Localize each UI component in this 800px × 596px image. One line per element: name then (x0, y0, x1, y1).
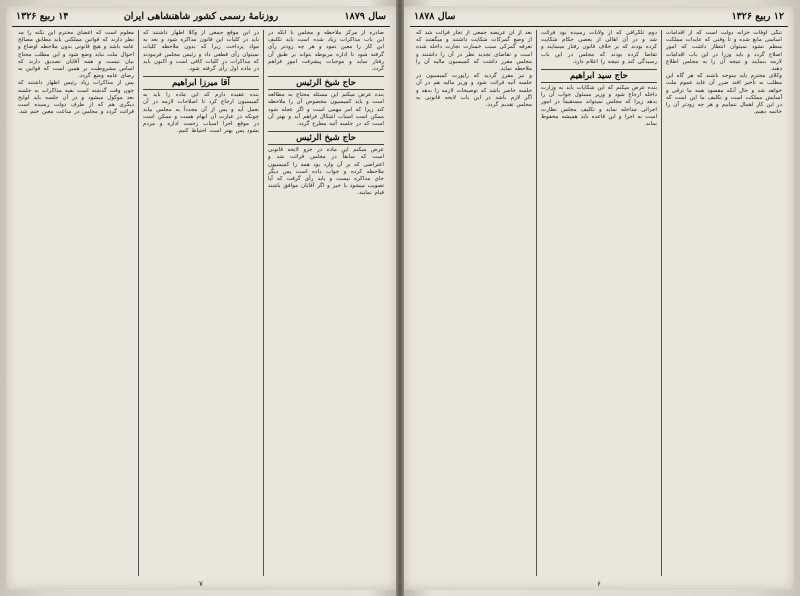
text-column (412, 30, 536, 576)
speaker-heading: حاج شیخ الرئیس (268, 131, 384, 145)
text-column (263, 30, 388, 576)
text-column (14, 30, 138, 576)
article-paragraph: صادره از مرکز ملاحظه و مجلس با آنکه در این باب مذاکرات زیاد شده است باید تکلیف این کار را معین نمود و هر چه زودتر رأی گرفته شود تا اداره مربوطه بتواند بر طبق آن رفتار نماید و موجبات پیشرفت امور فراهم گردد. (268, 30, 384, 73)
article-paragraph: تنگی اوقات خزانه دولت است که از اقدامات اساسی مانع شده و تا وقتی که عایدات مملکت منظم نشود نمیتوان انتظار داشت که امور اصلاح گردد و باید وزرا در این باب اقدامات لازمه بنمایند و نتیجه آن را به مجلس اطلاع دهند. (666, 30, 782, 73)
article-paragraph: دوم تلگرافی که از ولایات رسیده بود قرائت شد و در آن اهالی از بعضی حکام شکایت کرده بودند که بر خلاف قانون رفتار مینمایند و تقاضا کرده بودند که مجلس در این باب رسیدگی کند و نتیجه را اعلام دارد. (541, 30, 657, 65)
left-running-head-title: روزنامهٔ رسمی کشور شاهنشاهی ایران (123, 11, 279, 22)
left-page-columns (14, 30, 388, 576)
right-page-number: ۶ (597, 580, 601, 588)
right-running-head-date: ۱۲ ربیع ۱۳۲۶ (731, 11, 784, 22)
speaker-heading: حاج سید ابراهیم (541, 69, 657, 83)
article-paragraph: وکلای محترم باید متوجه باشند که هر گاه این مطلب به تأخیر افتد ضرر آن عاید عموم ملت خواهد شد و حال آنکه مقصود همه ما ترقی و آسایش مملکت است و تکلیف ما این است که در این کار اهمال ننماییم و هر چه زودتر آن را خاتمه دهیم. (666, 73, 782, 116)
speaker-heading: حاج شیخ الرئیس (268, 76, 384, 90)
book-gutter (396, 0, 404, 596)
article-paragraph: و نیز مقرر گردید که راپورت کمیسیون در جلسه آتیه قرائت شود و وزیر مالیه هم در آن جلسه حاضر باشد که توضیحات لازمه را بدهد و اگر لازم باشد در این باب لایحه قانونی به مجلس تقدیم گردد. (416, 73, 532, 109)
right-page-columns (412, 30, 786, 576)
text-column (661, 30, 786, 576)
article-paragraph: بنده عقیده دارم که این ماده را باید به کمیسیون ارجاع کرد تا اصلاحات لازمه در آن بعمل آید و پس از آن مجدداً به مجلس بیاید چونکه در عبارت آن ابهام هست و ممکن است در موقع اجرا اسباب زحمت اداره و مردم بشود پس بهتر است احتیاط کنیم. (143, 92, 259, 135)
speaker-heading: آقا میرزا ابراهیم (143, 76, 259, 90)
text-column (536, 30, 661, 576)
left-running-head-date: ۱۴ ربیع ۱۳۲۶ (16, 11, 69, 22)
left-page-number: ۷ (199, 580, 203, 588)
left-running-head (12, 10, 390, 27)
right-page (404, 6, 794, 590)
article-paragraph: بنده عرض میکنم این مسئله محتاج به مطالعه است و باید کمیسیون مخصوص آن را ملاحظه کند زیرا که امر مهمی است و اگر عجله شود ممکن است اسباب اشکال فراهم آید و بهتر آن است که در جلسه آتیه مطرح گردد. (268, 92, 384, 128)
article-paragraph: در این موقع جمعی از وکلا اظهار داشتند که باید در کلیات این قانون مذاکره شود و بعد به مواد پرداخت زیرا که بدون ملاحظه کلیات نمیتوان رأی قطعی داد و رئیس مجلس فرمودند که مذاکرات در کلیات کافی است و اکنون باید در ماده اول رأی گرفته شود. (143, 30, 259, 73)
article-paragraph: عرض میکنم این ماده در جزو لایحه قانونی است که سابقاً در مجلس قرائت شد و اعتراضی که بر آن وارد بود همه را کمیسیون ملاحظه کرده و جواب داده است پس دیگر جای مذاکره نیست و باید رأی گرفت که آیا تصویب میشود یا خیر و اگر آقایان موافق باشند قیام نمایند. (268, 147, 384, 197)
left-running-head-issue: سال ۱۸۷۹ (344, 11, 386, 22)
right-running-head (410, 10, 788, 27)
article-paragraph: پس از مذاکرات زیاد رئیس اظهار داشتند که چون وقت گذشته است بقیه مذاکرات به جلسه بعد موکول میشود و در آن جلسه باید لوایح دیگری هم که از طرف دولت رسیده است قرائت گردد و مجلس در ساعت معین ختم شد. (18, 80, 134, 116)
article-paragraph: معلوم است که اعضای محترم این نکته را مد نظر دارند که قوانین مملکتی باید مطابق مصالح عامه باشد و هیچ قانونی بدون ملاحظه اوضاع و احوال ملت نباید وضع شود و این مطلب محتاج بیان نیست و همه آقایان تصدیق دارند که اساس مشروطیت بر همین است که قوانین به رضای عامه وضع گردد. (18, 30, 134, 80)
left-page (6, 6, 396, 590)
text-column (138, 30, 263, 576)
article-paragraph: بعد از آن عریضه جمعی از تجار قرائت شد که از وضع گمرکات شکایت داشتند و میگفتند که تعرفه گمرکی سبب خسارت تجارت داخله شده است و تقاضای تجدید نظر در آن را داشتند و مجلس مقرر داشت که کمیسیون مالیه آن را ملاحظه نماید. (416, 30, 532, 73)
article-paragraph: بنده عرض میکنم که این شکایات باید به وزارت داخله ارجاع شود و وزیر مسئول جواب آن را بدهد زیرا که مجلس نمیتواند مستقیماً در امور اجرائی مداخله نماید و تکلیف مجلس نظارت است نه اجرا و این قاعده باید همیشه محفوظ بماند. (541, 85, 657, 128)
right-running-head-issue: سال ۱۸۷۸ (414, 11, 456, 22)
